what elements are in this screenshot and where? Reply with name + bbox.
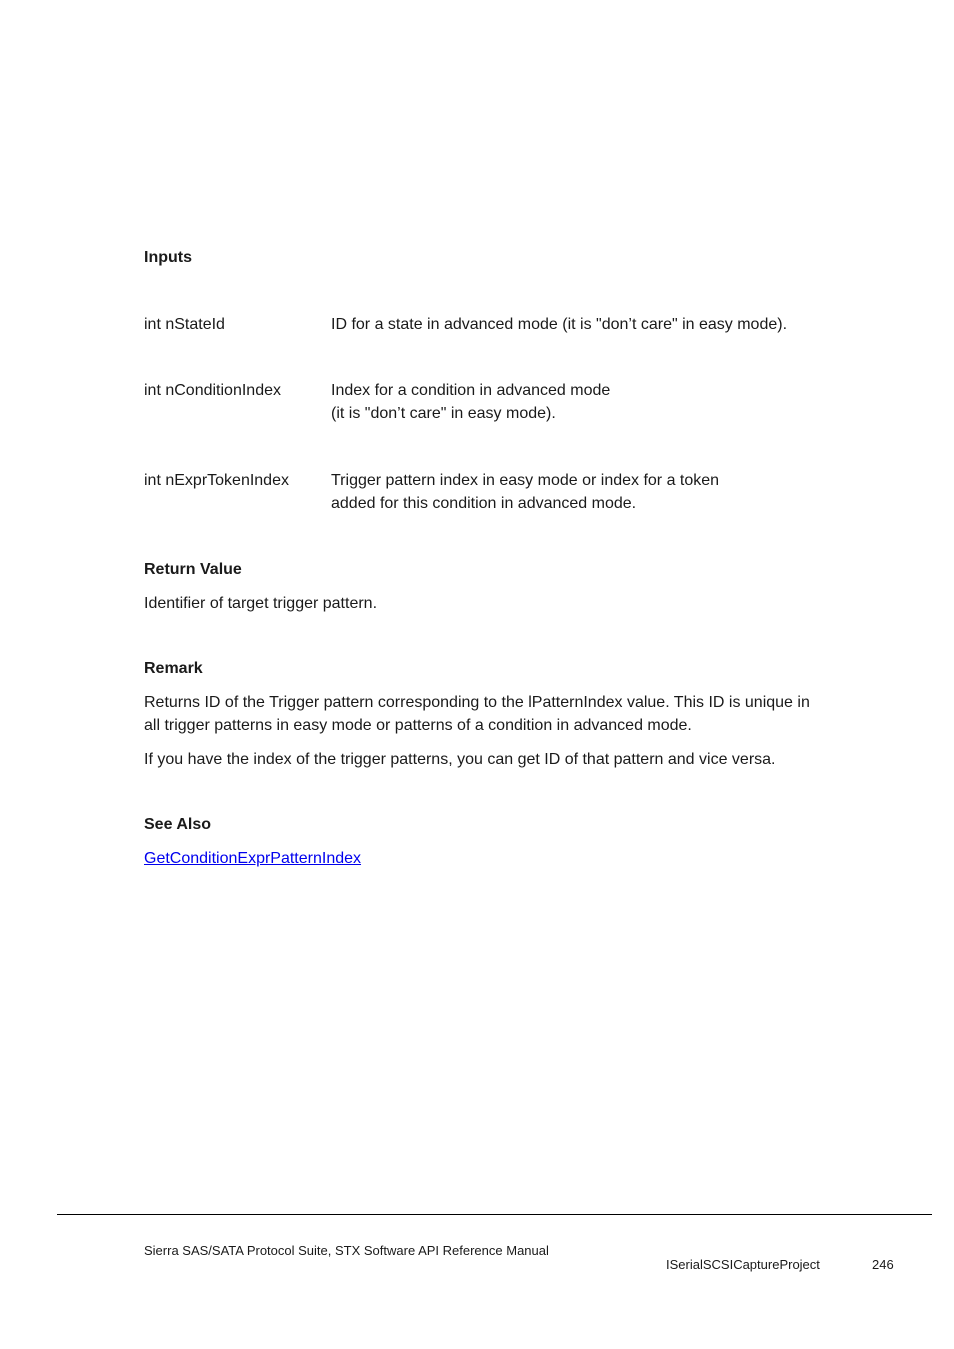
footer-manual-title: Sierra SAS/SATA Protocol Suite, STX Software API Reference Manual [144, 1243, 549, 1258]
remark-line: all trigger patterns in easy mode or patterns of a condition in advanced mode. [144, 717, 692, 734]
remark-heading: Remark [144, 660, 203, 677]
footer-divider [57, 1214, 932, 1215]
remark-line: Returns ID of the Trigger pattern corresponding to the lPatternIndex value. This ID is unique in [144, 694, 810, 711]
param-desc-line: Index for a condition in advanced mode [331, 382, 611, 399]
footer-page-number: 246 [872, 1257, 894, 1272]
remark-paragraph-1 [144, 691, 889, 737]
param-desc-condition-index [331, 379, 891, 425]
param-desc-line: (it is "don’t care" in easy mode). [331, 405, 556, 422]
param-desc-expr-token-index [331, 469, 891, 515]
param-desc-line: added for this condition in advanced mode. [331, 495, 637, 512]
param-name-expr-token-index: int nExprTokenIndex [144, 472, 289, 489]
inputs-heading: Inputs [144, 249, 192, 266]
footer-section-name: ISerialSCSICaptureProject [666, 1257, 820, 1272]
return-value-heading: Return Value [144, 561, 242, 578]
remark-paragraph-2: If you have the index of the trigger patterns, you can get ID of that pattern and vice versa. [144, 751, 776, 768]
param-desc-line: ID for a state in advanced mode (it is "don’t care" in easy mode). [331, 316, 788, 333]
param-desc-line: Trigger pattern index in easy mode or index for a token [331, 472, 720, 489]
see-also-heading: See Also [144, 816, 211, 833]
see-also-link[interactable]: GetConditionExprPatternIndex [144, 850, 362, 867]
param-desc-state-id [331, 313, 891, 336]
return-value-text: Identifier of target trigger pattern. [144, 595, 378, 612]
param-name-state-id: int nStateId [144, 316, 225, 333]
param-name-condition-index: int nConditionIndex [144, 382, 281, 399]
